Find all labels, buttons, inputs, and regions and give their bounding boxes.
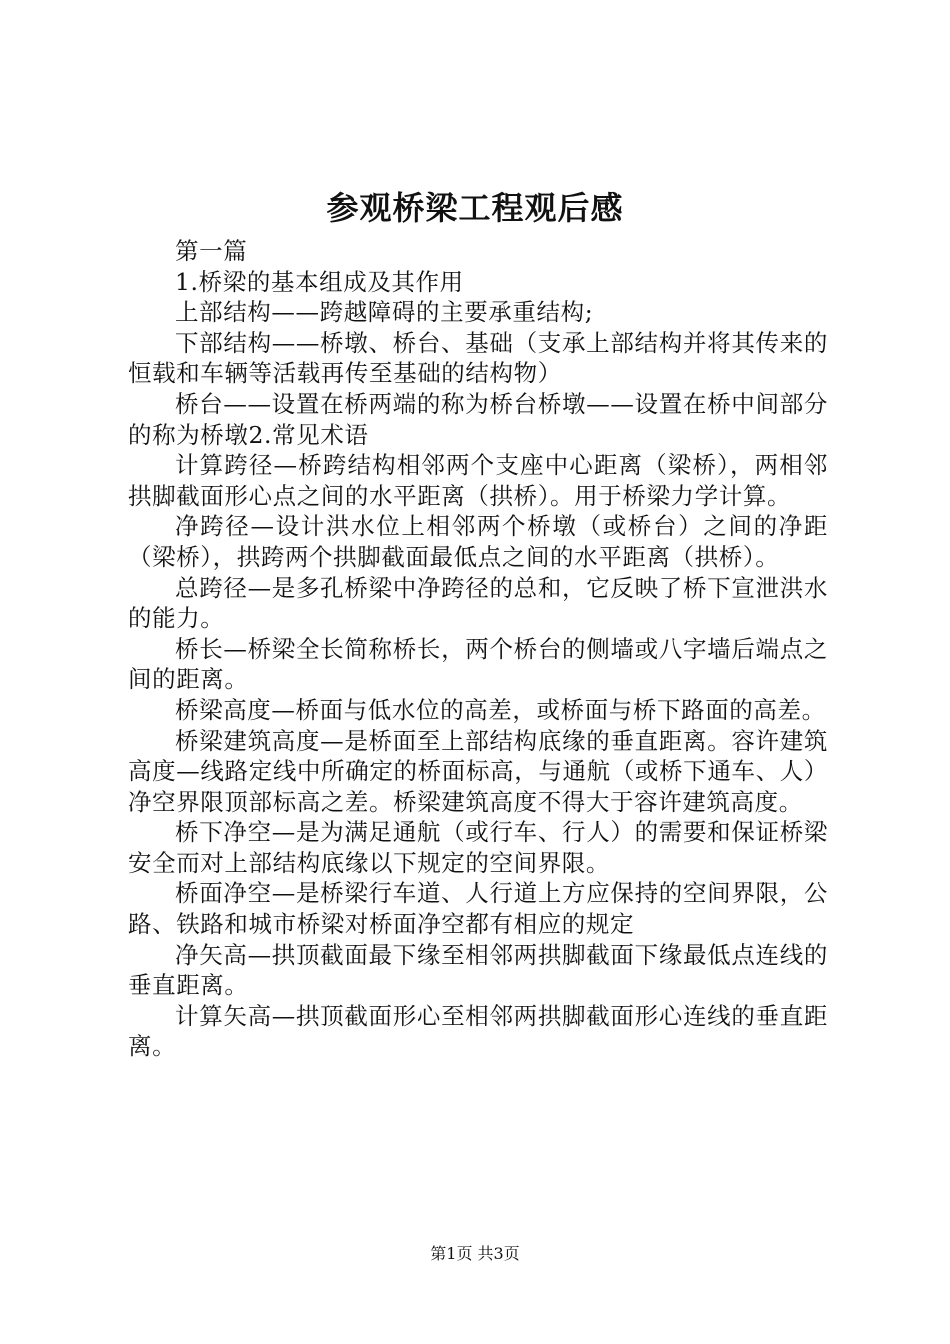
paragraph: 桥梁建筑高度—是桥面至上部结构底缘的垂直距离。容许建筑高度—线路定线中所确定的桥面标高，与通航（或桥下通车、人）净空界限顶部标高之差。桥梁建筑高度不得大于容许建筑高度。 — [128, 726, 828, 816]
document-body — [128, 236, 828, 1062]
paragraph: 上部结构——跨越障碍的主要承重结构; — [175, 298, 594, 327]
paragraph: 净矢高—拱顶截面最下缘至相邻两拱脚截面下缘最低点连线的垂直距离。 — [128, 940, 828, 1000]
paragraph-section-heading: 第一篇 — [175, 237, 248, 265]
paragraph-subheading: 1.桥梁的基本组成及其作用 — [175, 267, 464, 296]
paragraph: 桥长—桥梁全长简称桥长，两个桥台的侧墙或八字墙后端点之间的距离。 — [128, 634, 828, 694]
paragraph: 桥面净空—是桥梁行车道、人行道上方应保持的空间界限，公路、铁路和城市桥梁对桥面净空都有相应的规定 — [128, 879, 828, 939]
page-number-footer: 第1页 共3页 — [430, 1244, 520, 1263]
document-title: 参观桥梁工程观后感 — [326, 189, 624, 227]
paragraph: 桥台——设置在桥两端的称为桥台桥墩——设置在桥中间部分的称为桥墩2.常见术语 — [128, 389, 828, 449]
paragraph: 净跨径—设计洪水位上相邻两个桥墩（或桥台）之间的净距（梁桥），拱跨两个拱脚截面最低点之间的水平距离（拱桥）。 — [128, 512, 828, 571]
paragraph: 计算矢高—拱顶截面形心至相邻两拱脚截面形心连线的垂直距离。 — [128, 1001, 828, 1061]
paragraph: 计算跨径—桥跨结构相邻两个支座中心距离（梁桥），两相邻拱脚截面形心点之间的水平距离（拱桥）。用于桥梁力学计算。 — [128, 451, 828, 510]
paragraph: 桥下净空—是为满足通航（或行车、行人）的需要和保证桥梁安全而对上部结构底缘以下规定的空间界限。 — [128, 818, 828, 877]
paragraph: 桥梁高度—桥面与低水位的高差，或桥面与桥下路面的高差。 — [175, 695, 826, 724]
paragraph: 总跨径—是多孔桥梁中净跨径的总和，它反映了桥下宣泄洪水的能力。 — [128, 573, 828, 633]
paragraph: 下部结构——桥墩、桥台、基础（支承上部结构并将其传来的恒载和车辆等活载再传至基础的结构物） — [128, 328, 828, 388]
